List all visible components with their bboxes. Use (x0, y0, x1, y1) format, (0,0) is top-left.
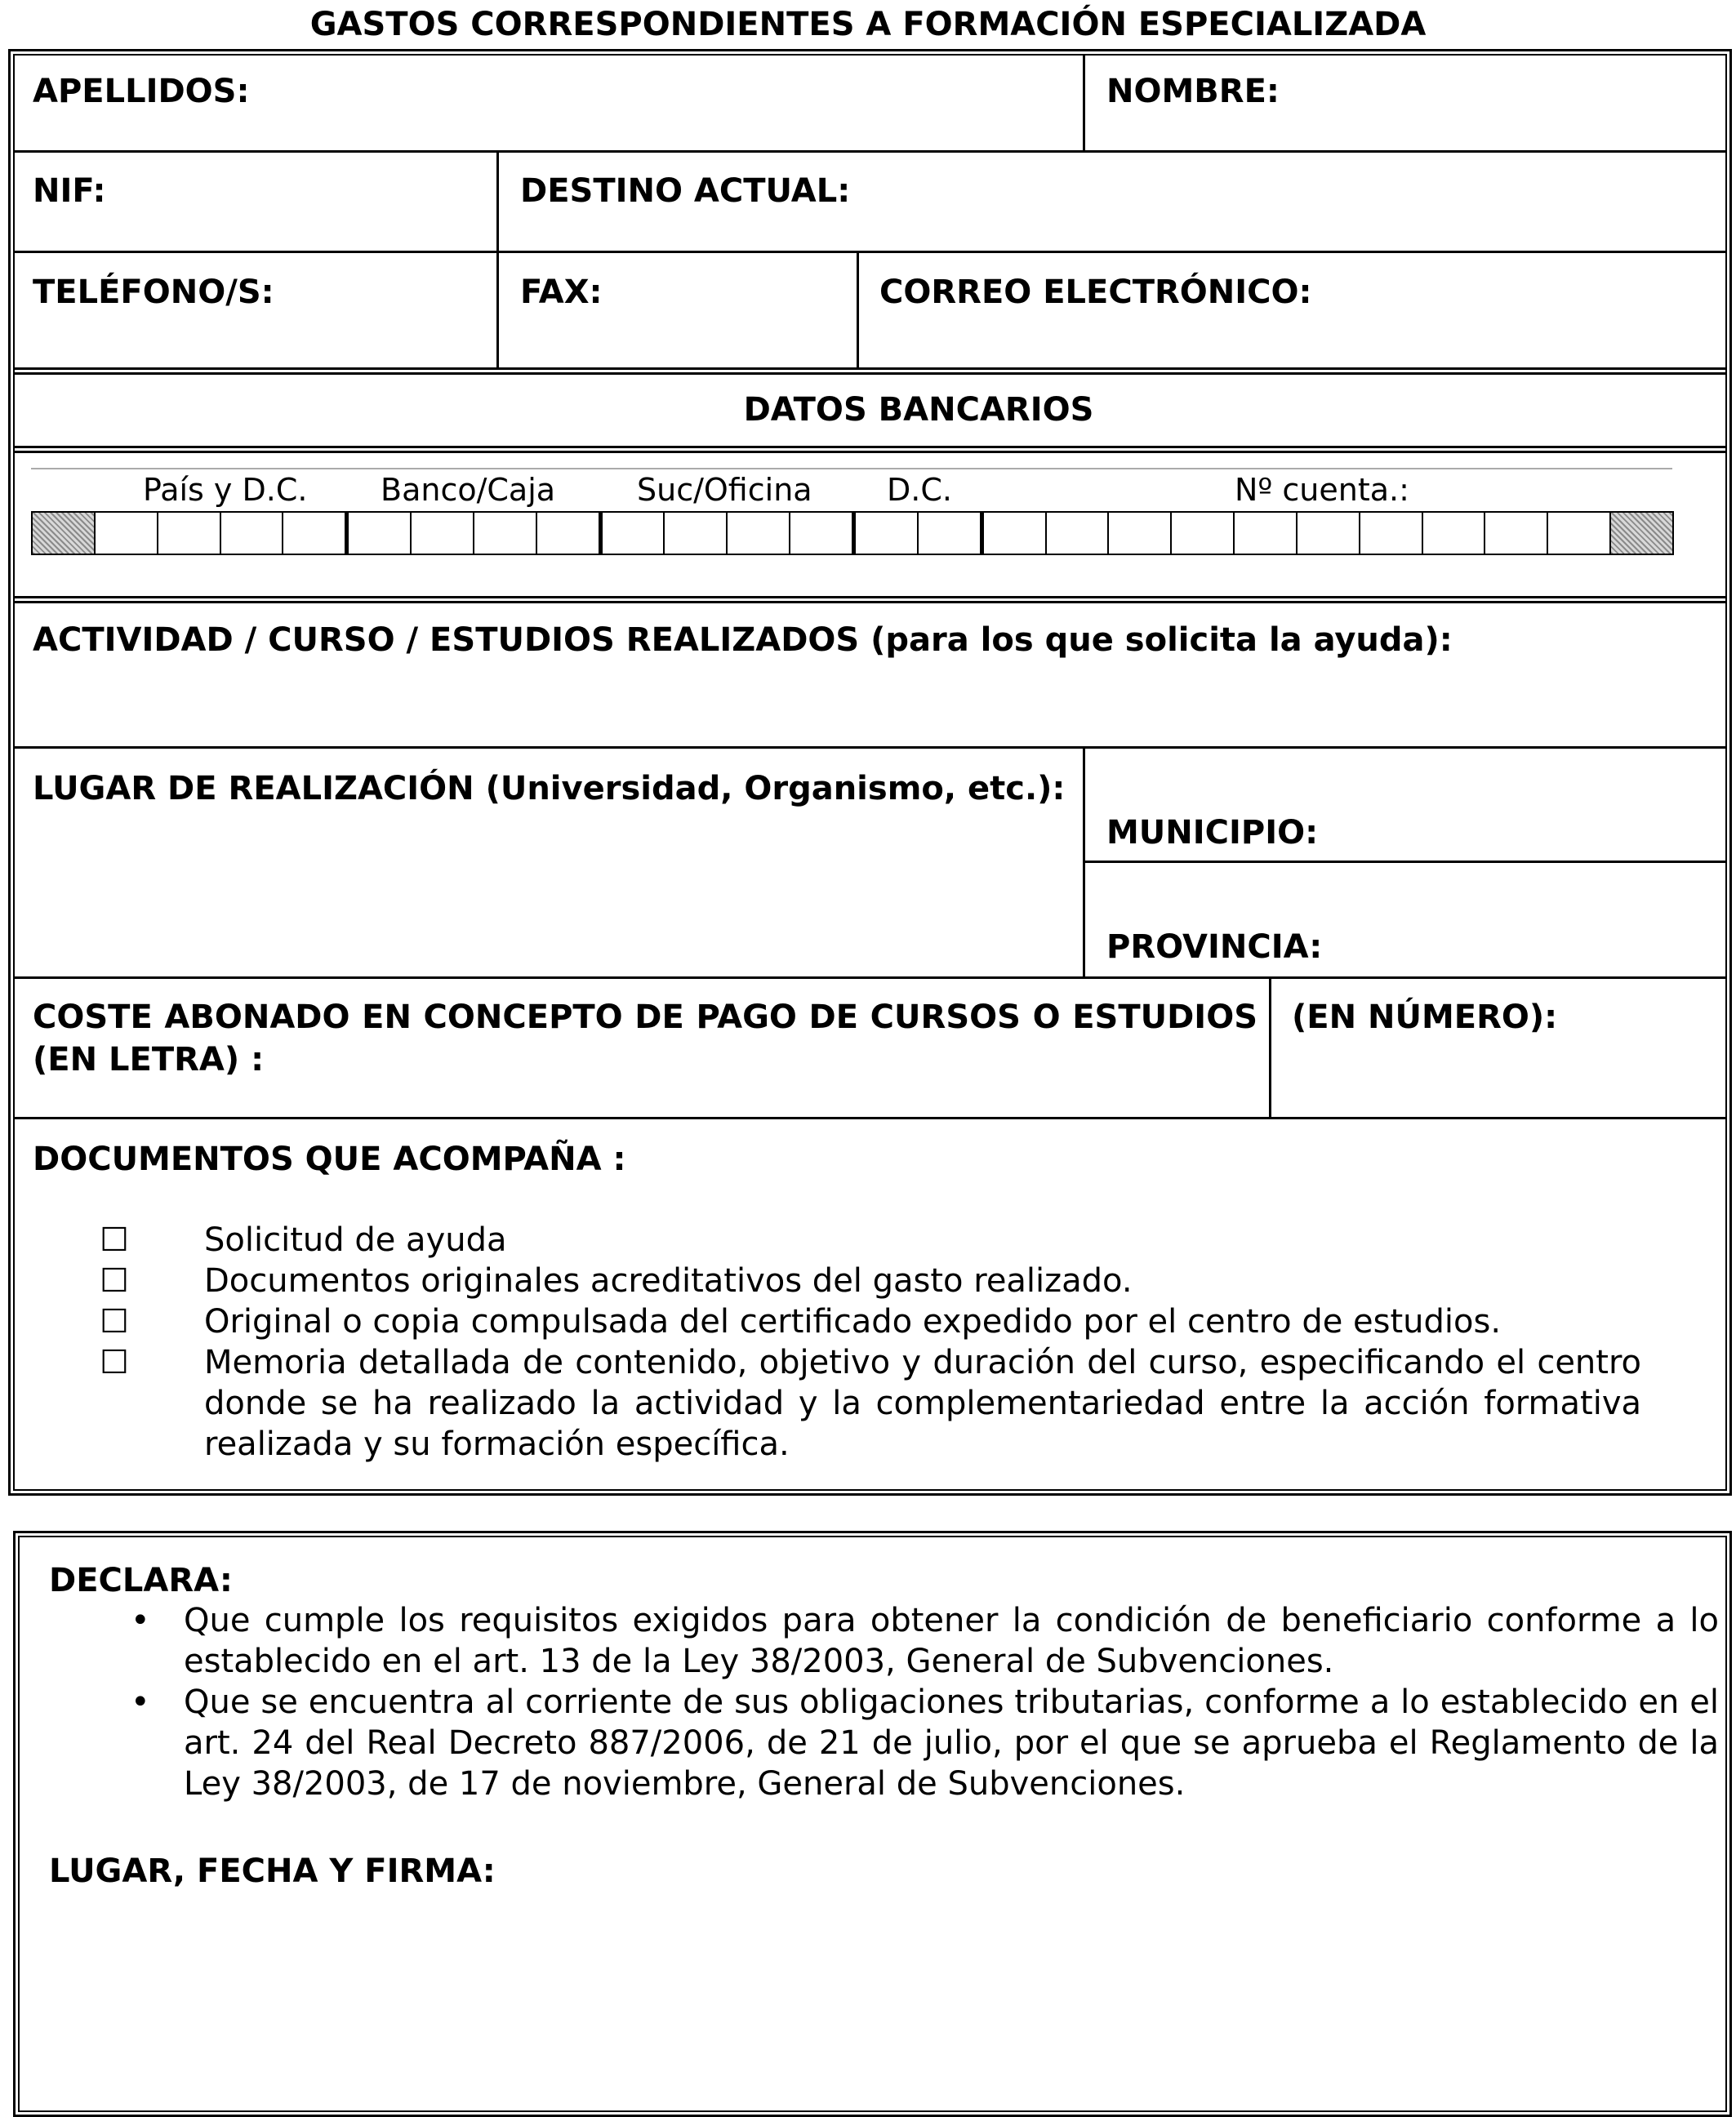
documento-item[interactable]: ☐ Solicitud de ayuda (98, 1220, 1641, 1261)
checkbox-icon[interactable]: ☐ (100, 1221, 129, 1259)
bank-cell-dc[interactable] (856, 513, 919, 554)
bank-cell-sucursal[interactable] (790, 513, 856, 554)
declaration-list (49, 1600, 1719, 1804)
bank-cell-cuenta[interactable] (1172, 513, 1235, 554)
divider (13, 451, 1727, 453)
banco-caja-label: Banco/Caja (381, 472, 556, 508)
municipio-field[interactable]: MUNICIPIO: (1106, 814, 1319, 852)
divider (13, 251, 1727, 253)
sucursal-label: Suc/Oficina (637, 472, 812, 508)
bank-cell-cuenta[interactable] (1298, 513, 1360, 554)
divider (13, 976, 1727, 979)
bank-cell-banco[interactable] (349, 513, 412, 554)
dc-label: D.C. (887, 472, 952, 508)
divider (1269, 978, 1271, 1119)
numero-cuenta-label: Nº cuenta.: (1235, 472, 1409, 508)
bank-cell-banco[interactable] (412, 513, 474, 554)
bank-cell-cuenta[interactable] (1235, 513, 1298, 554)
bank-cell-pais[interactable] (221, 513, 284, 554)
apellidos-field[interactable]: APELLIDOS: (33, 73, 250, 110)
provincia-field[interactable]: PROVINCIA: (1106, 928, 1323, 966)
divider (13, 372, 1727, 375)
declaration-item: • Que cumple los requisitos exigidos para obtener la condición de beneficiario conforme a lo establecido en el art. 13 de la Ley 38/2003, General de Subvenciones. (131, 1602, 1719, 1680)
divider (13, 596, 1727, 598)
divider (13, 601, 1727, 603)
bank-cell-pais[interactable] (96, 513, 158, 554)
page-title: GASTOS CORRESPONDIENTES A FORMACIÓN ESPECIALIZADA (309, 6, 1427, 43)
divider (1084, 861, 1727, 863)
bank-cell-cuenta[interactable] (1047, 513, 1110, 554)
bank-cell-cuenta[interactable] (1360, 513, 1423, 554)
declaration-item: • Que se encuentra al corriente de sus obligaciones tributarias, conforme a lo establecido en el art. 24 del Real Decreto 887/2006, de 21 de julio, por el que se aprueba el Reglamento de la Ley 38/2003, de 17 de noviembre, General de Subvenciones. (131, 1683, 1719, 1803)
bank-cell-sucursal[interactable] (665, 513, 728, 554)
documentos-list (98, 1220, 1641, 1465)
pais-dc-label: País y D.C. (143, 472, 308, 508)
bank-cell-sucursal[interactable] (603, 513, 665, 554)
datos-bancarios-header: DATOS BANCARIOS (743, 391, 1094, 429)
coste-numero-field[interactable]: (EN NÚMERO): (1292, 998, 1558, 1036)
bullet-icon: • (131, 1602, 150, 1639)
bank-cell-pais[interactable] (158, 513, 221, 554)
bank-cell-cuenta[interactable] (984, 513, 1047, 554)
documento-item[interactable]: ☐ Documentos originales acreditativos del gasto realizado. (98, 1261, 1641, 1301)
telefono-field[interactable]: TELÉFONO/S: (33, 274, 274, 311)
bank-account-input-grid[interactable] (31, 511, 1674, 555)
checkbox-icon[interactable]: ☐ (100, 1344, 129, 1381)
checkbox-icon[interactable]: ☐ (100, 1303, 129, 1341)
divider (13, 367, 1727, 370)
actividad-field[interactable]: ACTIVIDAD / CURSO / ESTUDIOS REALIZADOS (para los que solicita la ayuda): (33, 621, 1453, 659)
divider (13, 1117, 1727, 1119)
bank-cell-cuenta[interactable] (1109, 513, 1172, 554)
bank-cell-cuenta[interactable] (1485, 513, 1548, 554)
bank-cell-pais[interactable] (283, 513, 349, 554)
divider (1083, 748, 1085, 978)
bank-cell-sucursal[interactable] (728, 513, 790, 554)
bank-cell-banco[interactable] (474, 513, 537, 554)
bank-cell-hatched (1611, 513, 1672, 554)
divider (13, 746, 1727, 749)
bank-top-rule (31, 468, 1672, 469)
fax-field[interactable]: FAX: (520, 274, 603, 311)
bank-cell-cuenta[interactable] (1423, 513, 1486, 554)
bank-cell-cuenta[interactable] (1548, 513, 1611, 554)
bank-cell-dc[interactable] (919, 513, 984, 554)
coste-letra-field[interactable]: COSTE ABONADO EN CONCEPTO DE PAGO DE CURSOS O ESTUDIOS (EN LETRA) : (33, 998, 1257, 1079)
declara-header: DECLARA: (49, 1562, 233, 1599)
nombre-field[interactable]: NOMBRE: (1106, 73, 1280, 110)
bullet-icon: • (131, 1683, 150, 1721)
checkbox-icon[interactable]: ☐ (100, 1262, 129, 1300)
bank-cell-banco[interactable] (537, 513, 603, 554)
documento-item[interactable]: ☐ Original o copia compulsada del certificado expedido por el centro de estudios. (98, 1301, 1641, 1342)
divider (13, 446, 1727, 448)
divider (496, 152, 499, 369)
documentos-header: DOCUMENTOS QUE ACOMPAÑA : (33, 1141, 626, 1178)
lugar-fecha-firma-field[interactable]: LUGAR, FECHA Y FIRMA: (49, 1852, 496, 1890)
documento-item[interactable]: ☐ Memoria detallada de contenido, objetivo y duración del curso, especificando el centro donde se ha realizado la actividad y la complementariedad entre la acción formativa realizada y su formación específica. (98, 1342, 1641, 1465)
divider (857, 252, 859, 369)
lugar-realizacion-field[interactable]: LUGAR DE REALIZACIÓN (Universidad, Organismo, etc.): (33, 770, 1066, 807)
destino-actual-field[interactable]: DESTINO ACTUAL: (520, 172, 851, 210)
divider (1083, 54, 1085, 152)
bank-cell-hatched (33, 513, 96, 554)
divider (13, 150, 1727, 153)
nif-field[interactable]: NIF: (33, 172, 106, 210)
correo-electronico-field[interactable]: CORREO ELECTRÓNICO: (879, 274, 1312, 311)
